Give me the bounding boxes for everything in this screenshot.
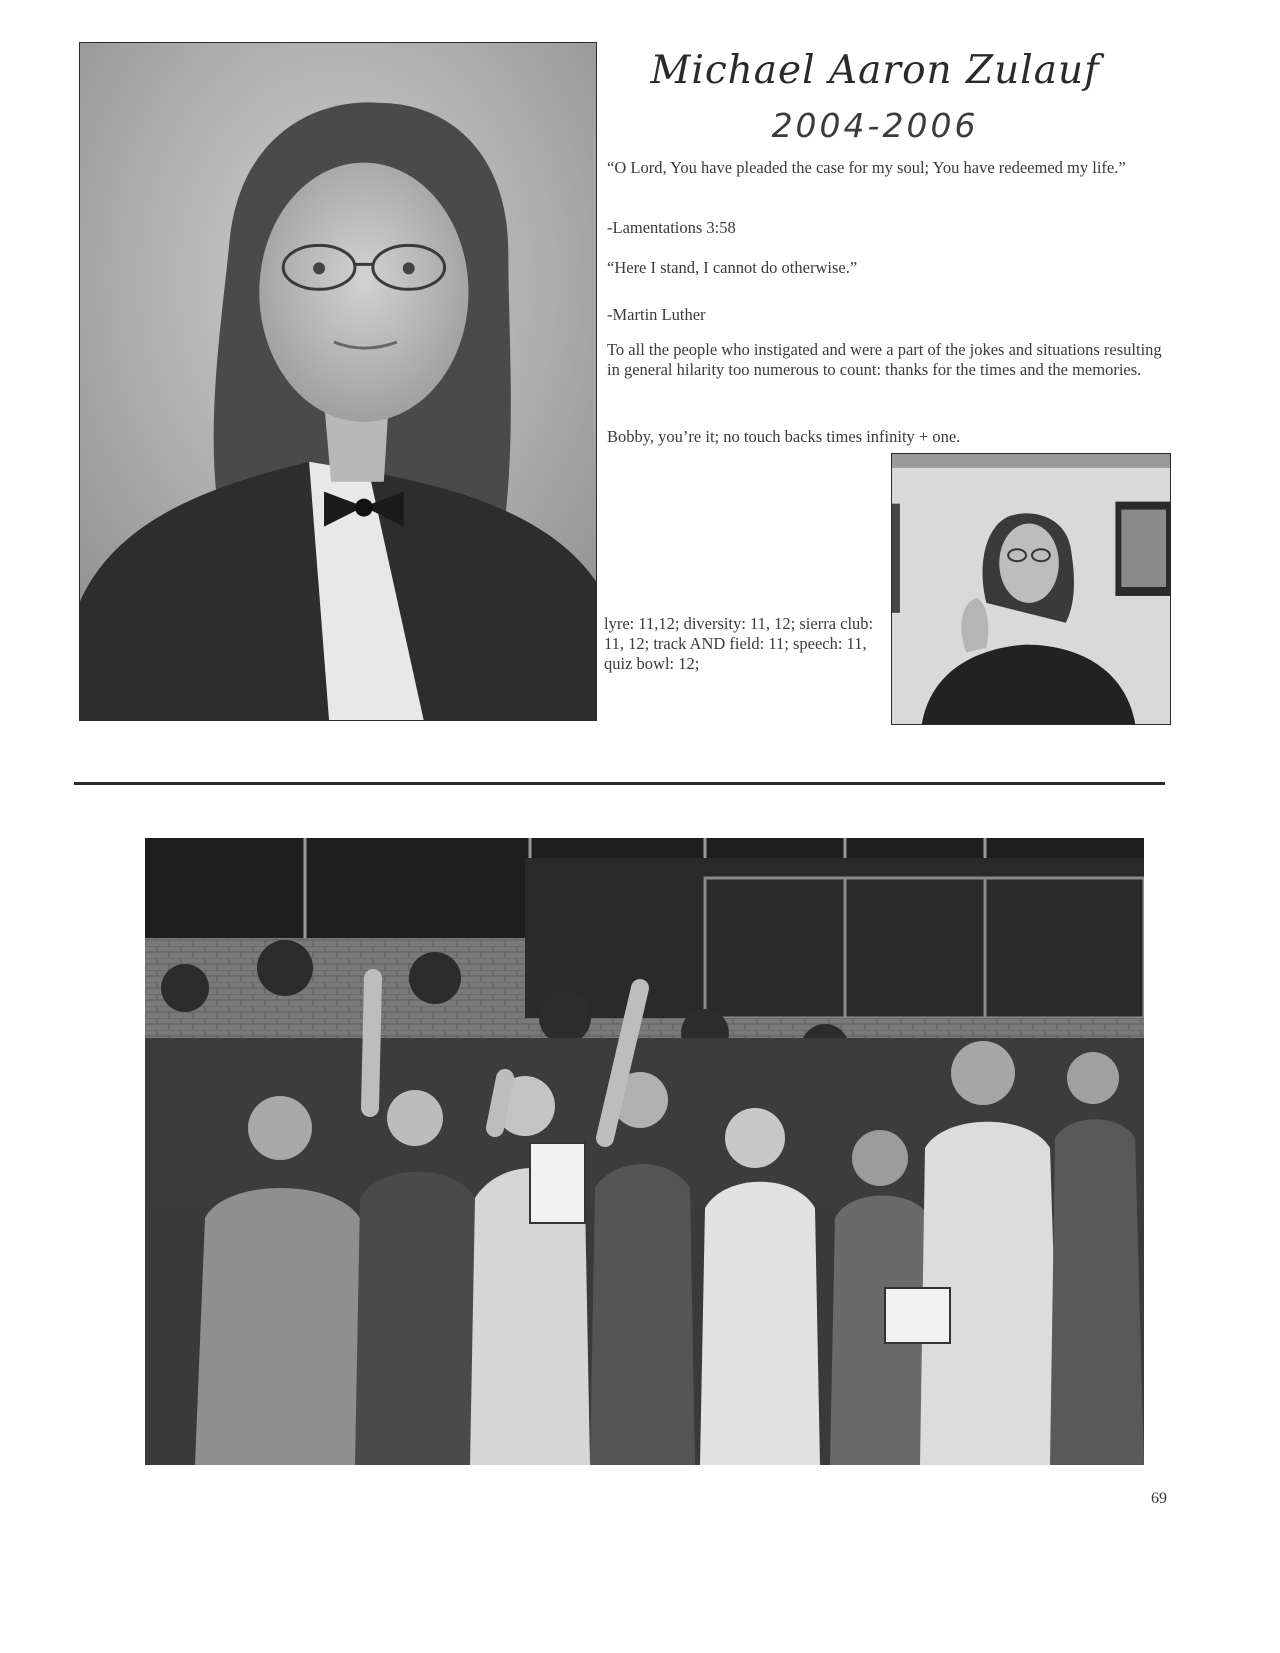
- activities-list: lyre: 11,12; diversity: 11, 12; sierra club: 11, 12; track AND field: 11; speech: 11, quiz bowl: 12;: [604, 614, 874, 673]
- thanks-message: To all the people who instigated and were a part of the jokes and situations resulting in general hilarity too numerous to count: thanks for the times and the memories.: [607, 340, 1162, 379]
- student-years: 2004-2006: [771, 106, 979, 145]
- candid-photo: [891, 453, 1171, 725]
- page-number: 69: [1151, 1490, 1167, 1507]
- crowd-photo: [145, 838, 1144, 1465]
- quote-lamentations: “O Lord, You have pleaded the case for my soul; You have redeemed my life.”: [607, 158, 1126, 177]
- bobby-message: Bobby, you’re it; no touch backs times infinity + one.: [607, 427, 961, 446]
- quote-luther: “Here I stand, I cannot do otherwise.”: [607, 258, 858, 277]
- student-name: Michael Aaron Zulauf: [650, 48, 1100, 93]
- section-divider: [74, 782, 1165, 785]
- senior-portrait-photo: [79, 42, 597, 721]
- quote-source-luther: -Martin Luther: [607, 305, 706, 324]
- quote-source-lamentations: -Lamentations 3:58: [607, 218, 736, 237]
